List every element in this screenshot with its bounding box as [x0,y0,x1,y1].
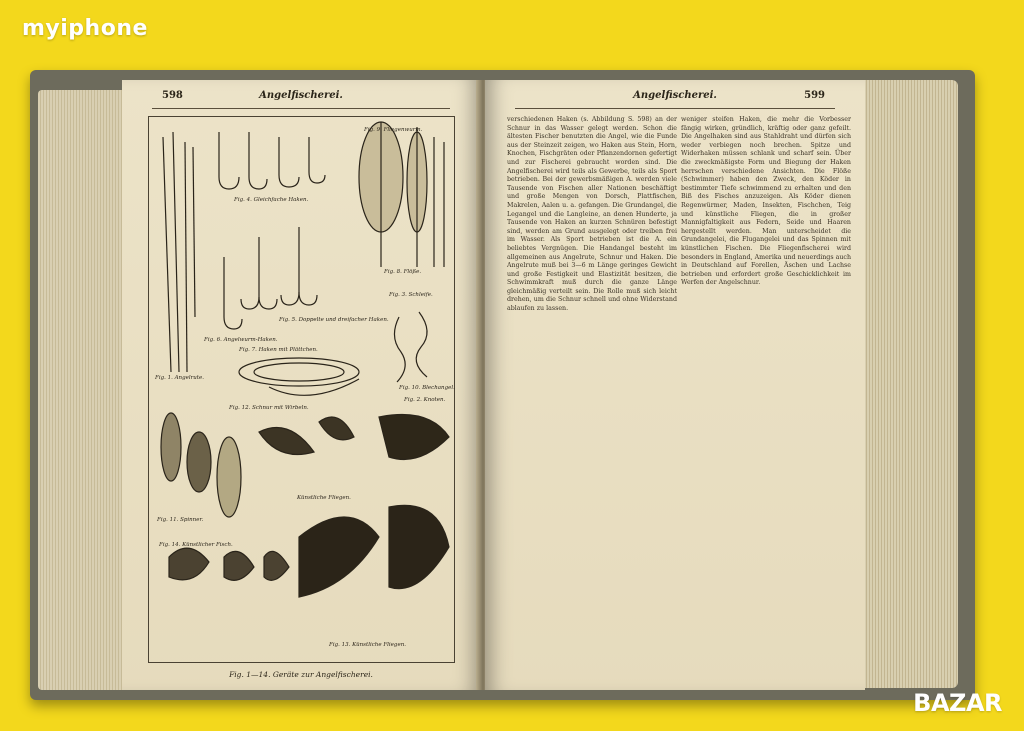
site-watermark: myiphone [22,16,148,41]
right-running-head: Angelfischerei. [633,90,717,101]
text-column-1: verschiedenen Haken (s. Abbildung S. 598) an der Schnur in das Wasser gelegt werden. Schon die ältesten Fischer benutzten die Angel, wie die Funde aus der Steinzeit zeigen, wo Haken aus Stein, Horn, Knochen, Fischgräten oder Pflanzendornen gefertigt und zur Fischerei gebraucht worden sind. Die Angelfischerei wird teils als Gewerbe, teils als Sport betrieben. Bei der gewerbsmäßigen A. werden viele Tausende von Fischen aller Nationen beschäftigt und große Mengen von Dorsch, Plattfischen, Makrelen, Aalen u. a. gefangen. Die Grundangel, die Legangel und die Langleine, an denen Hunderte, ja Tausende von Haken an kurzen Schnüren befestigt sind, werden am Grund ausgelegt oder treiben frei im Wasser. Als Sport betrieben ist die A. ein beliebtes Vergnügen. Die Handangel besteht im allgemeinen aus Angelrute, Schnur und Haken. Die Angelrute muß bei 3—6 m Länge geringes Gewicht und große Festigkeit und Elastizität besitzen, die Schwimmkraft muß durch die ganze Länge gleichmäßig verteilt sein. Die Rolle muß sich leicht drehen, um die Schnur schnell und ohne Widerstand ablaufen zu lassen. [507,116,677,313]
right-page [485,80,865,690]
figure-label: Fig. 10. Blechangel. [399,385,455,391]
right-header-rule [515,108,835,109]
page-edges-right [858,80,958,688]
figure-label: Fig. 11. Spinner. [157,517,204,523]
marketplace-logo: BAZAR [913,689,1002,717]
figure-label: Künstliche Fliegen. [297,495,351,501]
figure-label: Fig. 14. Künstlicher Fisch. [159,542,233,548]
figure-label: Fig. 1. Angelrute. [155,375,205,381]
left-header-rule [152,108,450,109]
left-page [122,80,480,690]
left-running-head: Angelfischerei. [259,90,343,101]
left-page-header [122,90,480,106]
fishing-gear-illustration [148,116,455,663]
figure-label: Fig. 6. Angelwurm-Haken. [204,337,278,343]
figure-label: Fig. 13. Künstliche Fliegen. [329,642,406,648]
figure-label: Fig. 7. Haken mit Plättchen. [239,347,318,353]
text-column-2: weniger steifen Haken, die mehr die Vorbesser fängig wirken, gründlich, kräftig oder ganz gefeilt. Die Angelhaken sind aus Stahldraht und dürfen sich weder verbiegen noch brechen. Spitze und Widerhaken müssen schlank und scharf sein. Über die zweckmäßigste Form und Biegung der Haken herrschen verschiedene Ansichten. Die Flöße (Schwimmer) haben den Zweck, den Köder in bestimmter Tiefe schwimmend zu erhalten und den Biß des Fisches anzuzeigen. Als Köder dienen Regenwürmer, Maden, Insekten, Fischchen, Teig und künstliche Fliegen, die in großer Mannigfaltigkeit aus Federn, Seide und Haaren hergestellt werden. Man unterscheidet die Grundangelei, die Flugangelei und das Spinnen mit künstlichen Fischen. Die Fliegenfischerei wird besonders in England, Amerika und neuerdings auch in Deutschland auf Forellen, Äschen und Lachse betrieben und erfordert große Geschicklichkeit im Werfen der Angelschnur. [681,116,851,287]
page-edges-left [38,90,130,690]
right-page-number: 599 [804,90,825,101]
figure-label: Fig. 8. Flöße. [384,269,422,275]
figure-label: Fig. 4. Gleichfache Haken. [234,197,309,203]
figure-label: Fig. 2. Knoten. [404,397,446,403]
left-page-number: 598 [162,90,183,101]
figure-label: Fig. 9. Fliegenwurm. [364,127,423,133]
figure-caption: Fig. 1—14. Geräte zur Angelfischerei. [229,670,373,679]
figure-label: Fig. 12. Schnur mit Wirbeln. [229,405,309,411]
figure-label: Fig. 5. Doppelte und dreifacher Haken. [279,317,389,323]
right-page-header [485,90,865,106]
figure-label: Fig. 3. Schleife. [389,292,433,298]
